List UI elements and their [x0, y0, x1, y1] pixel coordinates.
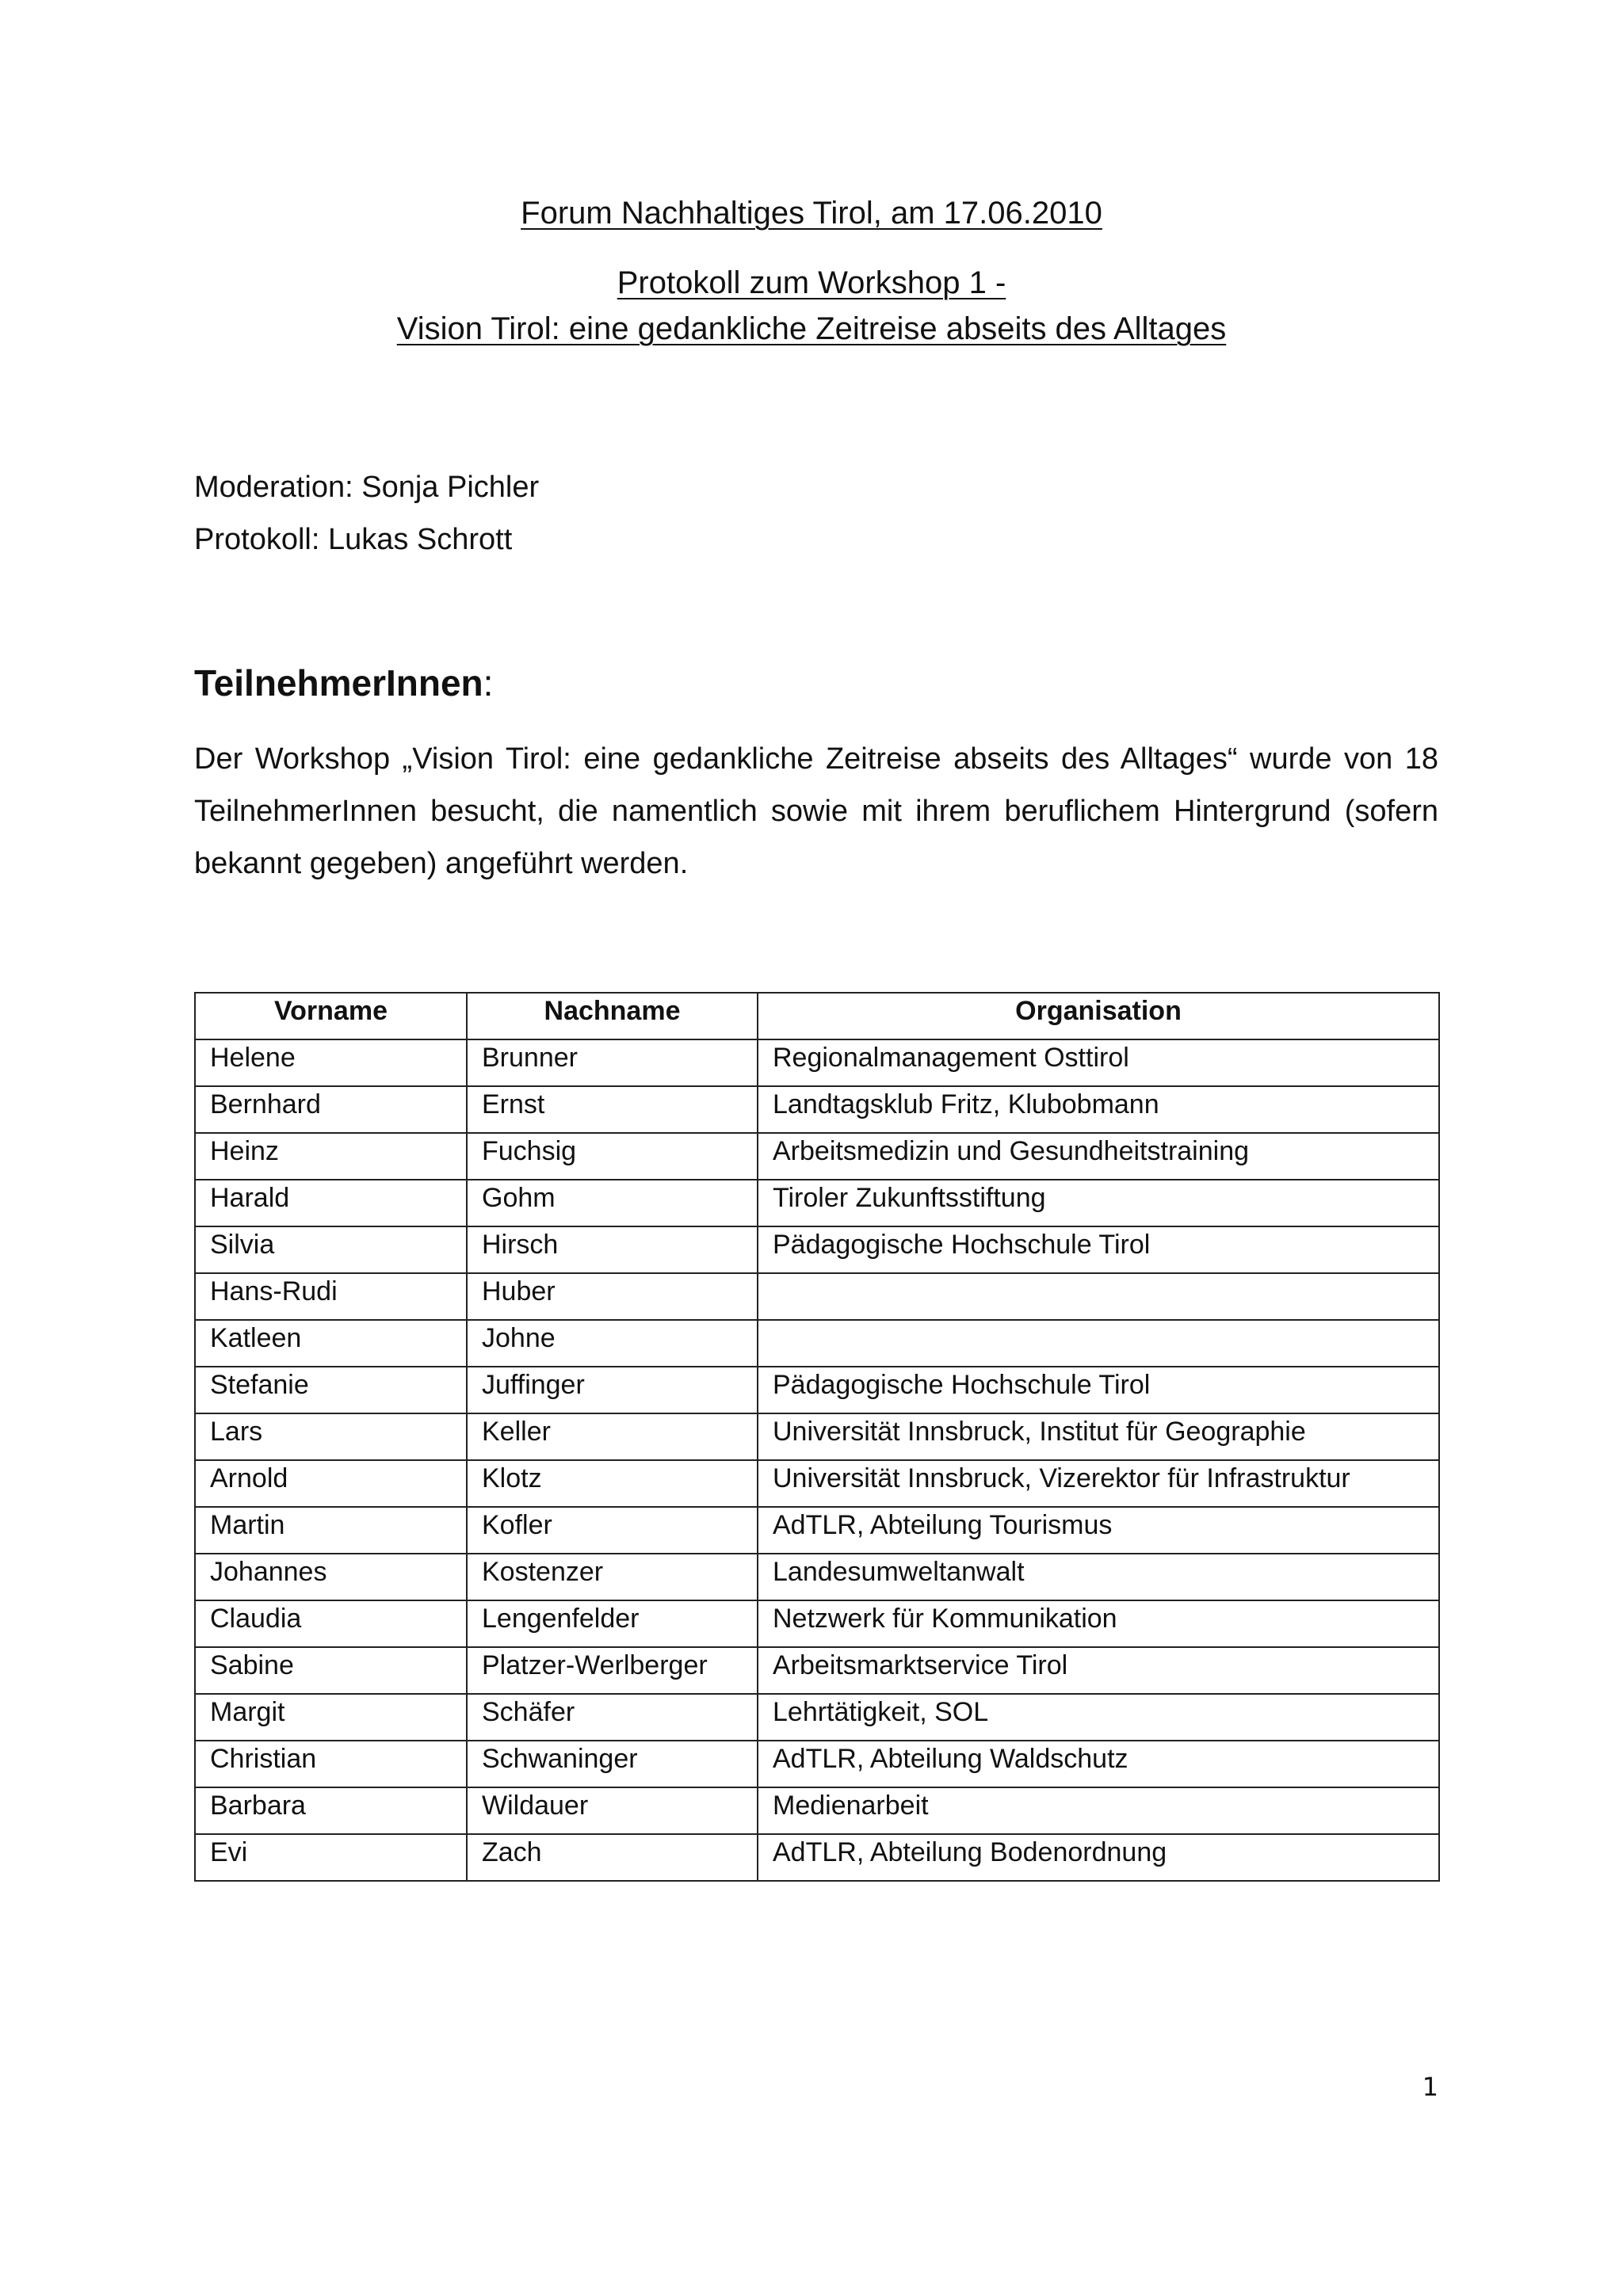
table-row — [195, 1647, 1439, 1694]
cell-nachname: Fuchsig — [467, 1133, 758, 1180]
cell-organisation: Lehrtätigkeit, SOL — [758, 1694, 1439, 1741]
workshop-title-block — [0, 260, 1623, 352]
document-header — [0, 190, 1623, 236]
cell-organisation: Tiroler Zukunftsstiftung — [758, 1180, 1439, 1226]
table-row — [195, 1787, 1439, 1834]
cell-vorname: Bernhard — [195, 1086, 467, 1133]
table-row — [195, 1413, 1439, 1460]
table-row — [195, 1460, 1439, 1507]
table-row — [195, 1507, 1439, 1554]
table-row — [195, 1180, 1439, 1226]
table-row — [195, 1367, 1439, 1413]
forum-title: Forum Nachhaltiges Tirol, am 17.06.2010 — [521, 196, 1102, 231]
cell-vorname: Sabine — [195, 1647, 467, 1694]
cell-organisation: Regionalmanagement Osttirol — [758, 1039, 1439, 1086]
cell-vorname: Christian — [195, 1741, 467, 1787]
cell-nachname: Johne — [467, 1320, 758, 1367]
cell-vorname: Heinz — [195, 1133, 467, 1180]
cell-organisation: Landtagsklub Fritz, Klubobmann — [758, 1086, 1439, 1133]
cell-organisation: Arbeitsmarktservice Tirol — [758, 1647, 1439, 1694]
cell-organisation: Landesumweltanwalt — [758, 1554, 1439, 1600]
page-number: 1 — [1422, 2072, 1438, 2102]
table-row — [195, 1600, 1439, 1647]
cell-organisation: Universität Innsbruck, Vizerektor für Infrastruktur — [758, 1460, 1439, 1507]
column-header-organisation: Organisation — [758, 993, 1439, 1039]
cell-organisation: Medienarbeit — [758, 1787, 1439, 1834]
cell-nachname: Juffinger — [467, 1367, 758, 1413]
cell-nachname: Zach — [467, 1834, 758, 1881]
cell-nachname: Hirsch — [467, 1226, 758, 1273]
cell-vorname: Stefanie — [195, 1367, 467, 1413]
cell-vorname: Margit — [195, 1694, 467, 1741]
cell-vorname: Lars — [195, 1413, 467, 1460]
participants-table — [194, 992, 1440, 1882]
vision-title: Vision Tirol: eine gedankliche Zeitreise abseits des Alltages — [396, 311, 1227, 346]
table-row — [195, 1741, 1439, 1787]
cell-organisation: Arbeitsmedizin und Gesundheitstraining — [758, 1133, 1439, 1180]
cell-vorname: Barbara — [195, 1787, 467, 1834]
column-header-nachname: Nachname — [467, 993, 758, 1039]
table-row — [195, 1273, 1439, 1320]
table-row — [195, 1039, 1439, 1086]
cell-vorname: Martin — [195, 1507, 467, 1554]
cell-nachname: Kofler — [467, 1507, 758, 1554]
cell-vorname: Hans-Rudi — [195, 1273, 467, 1320]
cell-organisation: AdTLR, Abteilung Bodenordnung — [758, 1834, 1439, 1881]
table-row — [195, 1133, 1439, 1180]
cell-organisation: AdTLR, Abteilung Waldschutz — [758, 1741, 1439, 1787]
protocol-line: Protokoll: Lukas Schrott — [194, 523, 513, 556]
cell-nachname: Keller — [467, 1413, 758, 1460]
cell-nachname: Ernst — [467, 1086, 758, 1133]
cell-nachname: Platzer-Werlberger — [467, 1647, 758, 1694]
cell-nachname: Schäfer — [467, 1694, 758, 1741]
cell-nachname: Wildauer — [467, 1787, 758, 1834]
cell-vorname: Johannes — [195, 1554, 467, 1600]
cell-organisation: AdTLR, Abteilung Tourismus — [758, 1507, 1439, 1554]
column-header-vorname: Vorname — [195, 993, 467, 1039]
cell-vorname: Harald — [195, 1180, 467, 1226]
section-heading-colon: : — [483, 662, 494, 704]
cell-nachname: Brunner — [467, 1039, 758, 1086]
table-row — [195, 1694, 1439, 1741]
cell-organisation: Netzwerk für Kommunikation — [758, 1600, 1439, 1647]
cell-nachname: Klotz — [467, 1460, 758, 1507]
table-row — [195, 1086, 1439, 1133]
cell-nachname: Gohm — [467, 1180, 758, 1226]
table-row — [195, 1226, 1439, 1273]
section-heading — [194, 659, 493, 707]
section-heading-text: TeilnehmerInnen — [194, 662, 483, 704]
cell-organisation: Universität Innsbruck, Institut für Geographie — [758, 1413, 1439, 1460]
participants-table-body — [195, 1039, 1439, 1881]
cell-organisation: Pädagogische Hochschule Tirol — [758, 1367, 1439, 1413]
intro-paragraph: Der Workshop „Vision Tirol: eine gedankliche Zeitreise abseits des Alltages“ wurde von 18 TeilnehmerInnen besucht, die namentlich sowie mit ihrem beruflichem Hintergrund (sofern bekannt gegeben) angeführt werden. — [194, 742, 1438, 880]
cell-vorname: Katleen — [195, 1320, 467, 1367]
cell-organisation — [758, 1273, 1439, 1320]
cell-vorname: Arnold — [195, 1460, 467, 1507]
cell-vorname: Claudia — [195, 1600, 467, 1647]
cell-organisation — [758, 1320, 1439, 1367]
cell-vorname: Silvia — [195, 1226, 467, 1273]
cell-vorname: Evi — [195, 1834, 467, 1881]
cell-nachname: Schwaninger — [467, 1741, 758, 1787]
table-row — [195, 1320, 1439, 1367]
table-row — [195, 1554, 1439, 1600]
cell-vorname: Helene — [195, 1039, 467, 1086]
protocol-title: Protokoll zum Workshop 1 - — [617, 265, 1006, 300]
cell-nachname: Lengenfelder — [467, 1600, 758, 1647]
table-row — [195, 1834, 1439, 1881]
table-header-row — [195, 993, 1439, 1039]
cell-organisation: Pädagogische Hochschule Tirol — [758, 1226, 1439, 1273]
cell-nachname: Kostenzer — [467, 1554, 758, 1600]
cell-nachname: Huber — [467, 1273, 758, 1320]
moderation-line: Moderation: Sonja Pichler — [194, 471, 540, 504]
